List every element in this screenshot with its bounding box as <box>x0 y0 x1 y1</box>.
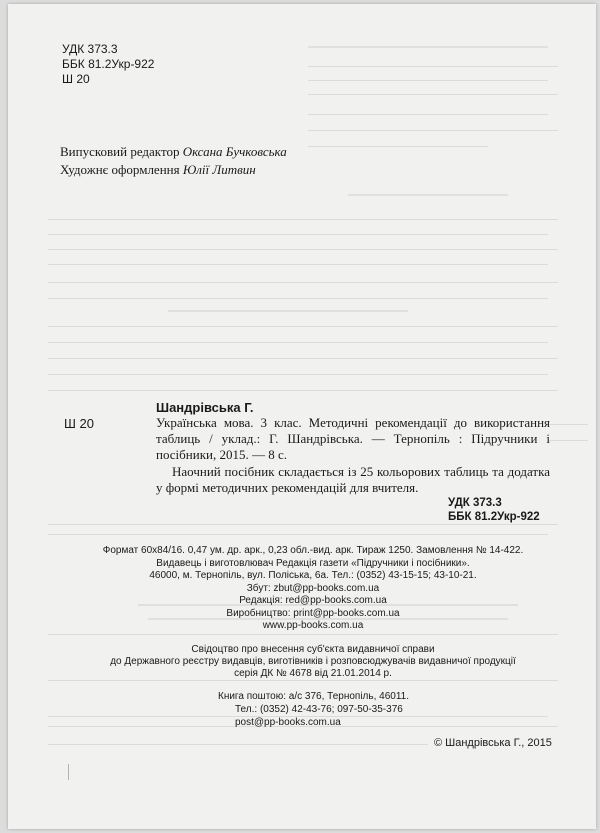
designer-line <box>60 161 287 179</box>
copyright: © Шандрівська Г., 2015 <box>434 737 552 749</box>
imprint-format: Формат 60x84/16. 0,47 ум. др. арк., 0,23 обл.-вид. арк. Тираж 1250. Замовлення № 14-422. <box>102 545 524 556</box>
udk-block-bottom <box>448 496 540 524</box>
document-page <box>8 4 596 829</box>
imprint-sales: Збут: zbut@pp-books.com.ua <box>246 582 380 594</box>
book-description: Наочний посібник складається із 25 кольорових таблиць та додатка у формі методичних рекомендацій для вчителя. <box>156 464 550 495</box>
editor-name: Оксана Бучковська <box>182 144 287 159</box>
book-code: Ш 20 <box>64 416 94 431</box>
book-bibliographic-title: Українська мова. 3 клас. Методичні рекомендації до використання таблиць / уклад.: Г. Шандрівська. — Тернопіль : Підручники і посібники, 2015. — 8 с. <box>156 415 550 462</box>
mail-order-info <box>218 690 409 729</box>
imprint-production: Виробництво: print@pp-books.com.ua <box>226 607 400 619</box>
editor-label: Випусковий редактор <box>60 144 180 159</box>
imprint-publisher: Видавець і виготовлювач Редакція газети «Підручники і посібники». <box>156 557 470 569</box>
bbk-code: ББК 81.2Укр-922 <box>62 57 155 71</box>
publisher-certificate <box>98 644 528 680</box>
mail-order-phones: Тел.: (0352) 42-43-76; 097-50-35-376 <box>235 704 403 715</box>
credits <box>60 143 287 179</box>
imprint <box>98 545 528 633</box>
imprint-website: www.pp-books.com.ua <box>262 620 364 631</box>
scan-edge-mark <box>68 764 77 780</box>
bbk-code-bottom: ББК 81.2Укр-922 <box>448 511 540 523</box>
designer-label: Художнє оформлення <box>60 162 180 177</box>
book-author: Шандрівська Г. <box>156 400 254 415</box>
mail-order-email: post@pp-books.com.ua <box>235 717 341 728</box>
udk-code-bottom: УДК 373.3 <box>448 497 502 509</box>
editor-line <box>60 143 287 161</box>
mail-order-address: Книга поштою: а/с 376, Тернопіль, 46011. <box>218 691 409 702</box>
designer-name: Юлії Литвин <box>182 162 256 177</box>
udk-block-top <box>62 42 154 87</box>
certificate-line-2: до Державного реєстру видавців, виготівників і розповсюджувачів видавничої продукції <box>110 656 516 667</box>
udk-code: УДК 373.3 <box>62 42 118 56</box>
author-code: Ш 20 <box>62 72 90 86</box>
certificate-line-1: Свідоцтво про внесення суб'єкта видавничої справи <box>191 644 435 655</box>
imprint-address: 46000, м. Тернопіль, вул. Поліська, 6а. Тел.: (0352) 43-15-15; 43-10-21. <box>149 570 477 581</box>
imprint-editorial: Редакція: red@pp-books.com.ua <box>239 595 387 606</box>
certificate-line-3: серія ДК № 4678 від 21.01.2014 р. <box>234 668 392 679</box>
